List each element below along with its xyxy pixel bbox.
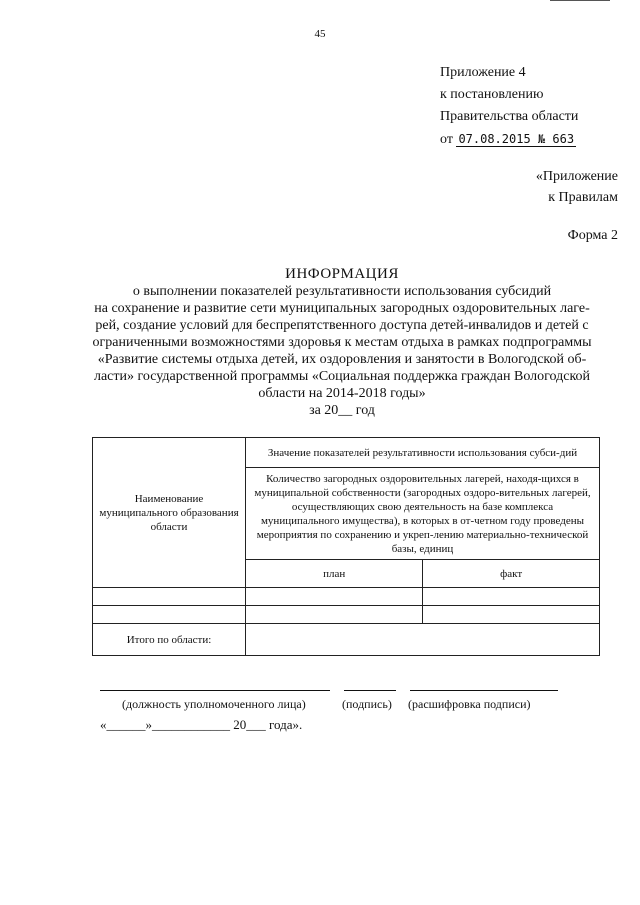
- signature-date-line: «______»____________ 20___ года».: [100, 717, 303, 732]
- quote-line-2: к Правилам: [548, 190, 618, 205]
- title-year-line: за 20__ год: [309, 403, 375, 418]
- decree-date-value: 07.08.2015: [458, 132, 531, 146]
- title-line-7: области на 2014-2018 годы»: [258, 386, 426, 401]
- title-heading: ИНФОРМАЦИЯ: [285, 266, 399, 282]
- decree-date: [456, 132, 576, 147]
- municipality-header: Наименование муниципального образования области: [93, 438, 246, 588]
- corner-mark: [550, 0, 610, 1]
- decode-line: [410, 690, 558, 691]
- table-cell[interactable]: [246, 606, 423, 624]
- table-cell[interactable]: [93, 588, 246, 606]
- title-line-2: на сохранение и развитие сети муниципальных загородных оздоровительных лаге-: [94, 301, 590, 316]
- appendix-block: [440, 62, 578, 151]
- title-line-3: рей, создание условий для беспрепятственного доступа детей-инвалидов и детей с: [95, 318, 589, 333]
- quote-line-1: «Приложение: [535, 169, 618, 184]
- decree-number: 663: [552, 132, 575, 146]
- table-cell[interactable]: [423, 588, 600, 606]
- appendix-line-1: Приложение 4: [440, 65, 526, 80]
- from-label: от: [440, 132, 453, 147]
- document-title: [72, 266, 612, 419]
- plan-header: план: [246, 560, 423, 588]
- indicator-header: Количество загородных оздоровительных лагерей, находя-щихся в муниципальной собственности (загородных оздоро-вительных лагерей, осуществляющих свою деятельность на базе комплекса муниципального имущества), в которых в от-четном году проведены мероприятия по сохранению и укреп-лению материально-технической базы, единиц: [246, 468, 600, 560]
- table-row: [93, 606, 600, 624]
- decode-label: (расшифровка подписи): [408, 697, 531, 711]
- appendix-line-3: Правительства области: [440, 109, 579, 124]
- signature-lines: [100, 690, 560, 691]
- total-row: [93, 624, 600, 656]
- position-label: (должность уполномоченного лица): [122, 697, 306, 711]
- sign-line: [344, 690, 396, 691]
- form-label: Форма 2: [567, 228, 618, 243]
- title-line-1: о выполнении показателей результативности использования субсидий: [132, 284, 552, 299]
- page-number: 45: [314, 28, 326, 40]
- number-sign: №: [537, 132, 546, 146]
- title-line-4: ограниченными возможностями здоровья к местам отдыха в рамках подпрограммы: [92, 335, 592, 350]
- total-label: Итого по области:: [93, 624, 246, 656]
- report-table: [92, 437, 600, 656]
- position-line: [100, 690, 330, 691]
- table-cell[interactable]: [246, 588, 423, 606]
- appendix-date-line: [440, 128, 578, 151]
- title-line-6: ласти» государственной программы «Социальная поддержка граждан Вологодской: [93, 369, 591, 384]
- table-row: [93, 588, 600, 606]
- quote-block: [536, 166, 618, 208]
- table-cell[interactable]: [93, 606, 246, 624]
- indicator-group-header: Значение показателей результативности использования субси-дий: [246, 438, 600, 468]
- fact-header: факт: [423, 560, 600, 588]
- total-value-cell[interactable]: [246, 624, 600, 656]
- sign-label: (подпись): [342, 697, 392, 711]
- title-line-5: «Развитие системы отдыха детей, их оздоровления и занятости в Вологодской об-: [97, 352, 587, 367]
- appendix-line-2: к постановлению: [440, 87, 544, 102]
- table-cell[interactable]: [423, 606, 600, 624]
